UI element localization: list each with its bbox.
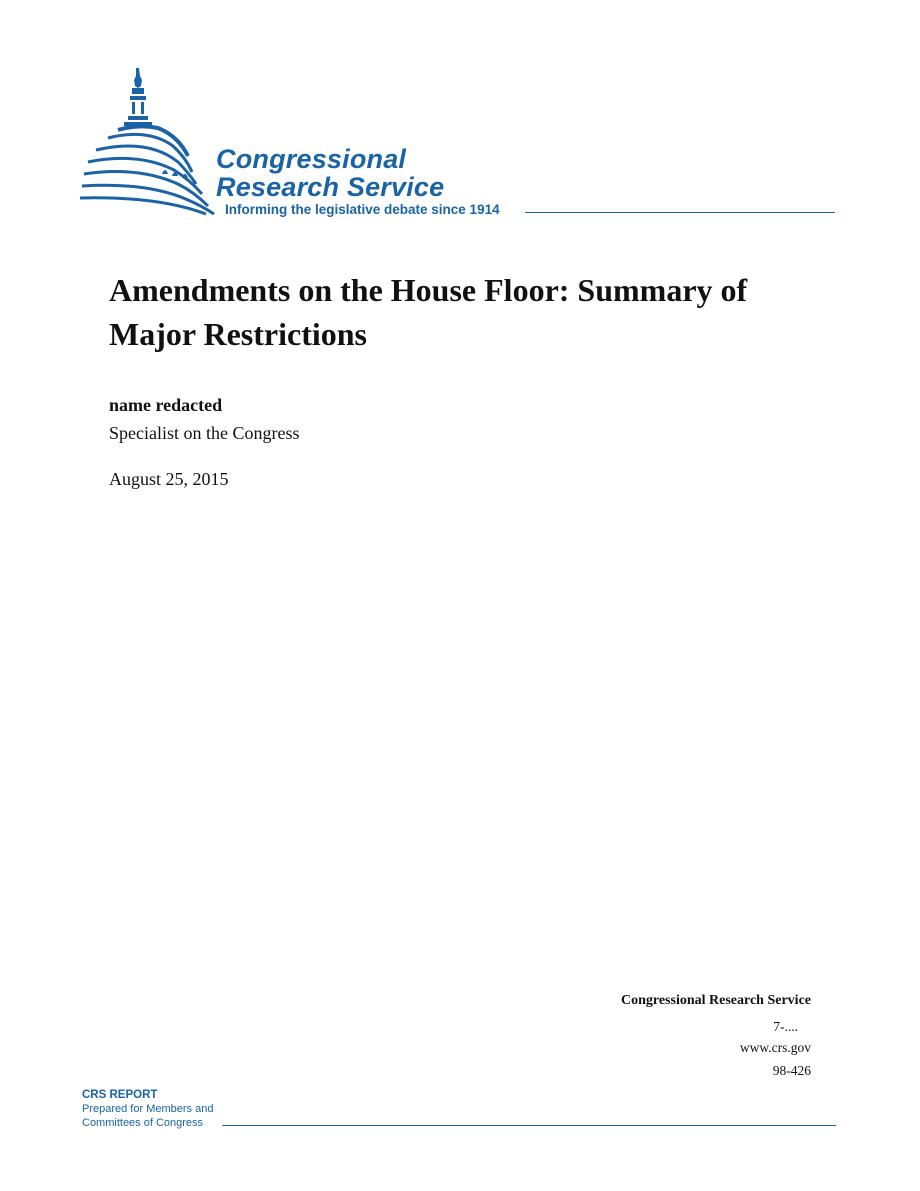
author-name: name redacted [109,395,223,415]
phone-number: 7-.... [773,1019,798,1034]
publication-date: August 25, 2015 [109,469,229,489]
brand-name-line2: Research Service [216,172,445,202]
report-number: 98-426 [772,1063,811,1078]
footer-rule [222,1125,836,1126]
prepared-for-line1: Prepared for Members and [82,1103,214,1115]
brand-name-line1: Congressional [216,144,407,174]
organization-name: Congressional Research Service [620,993,811,1008]
tagline-rule [525,212,835,213]
tagline: Informing the legislative debate since 1914 [225,202,500,217]
capitol-dome-icon [78,66,228,216]
prepared-for-line2: Committees of Congress [82,1117,204,1129]
website-link[interactable]: www.crs.gov [739,1040,811,1055]
crs-logo [78,66,838,226]
author-role: Specialist on the Congress [109,423,300,443]
crs-report-label: CRS REPORT [82,1089,158,1101]
document-title: Amendments on the House Floor: Summary of Major Restrictions [109,272,748,352]
